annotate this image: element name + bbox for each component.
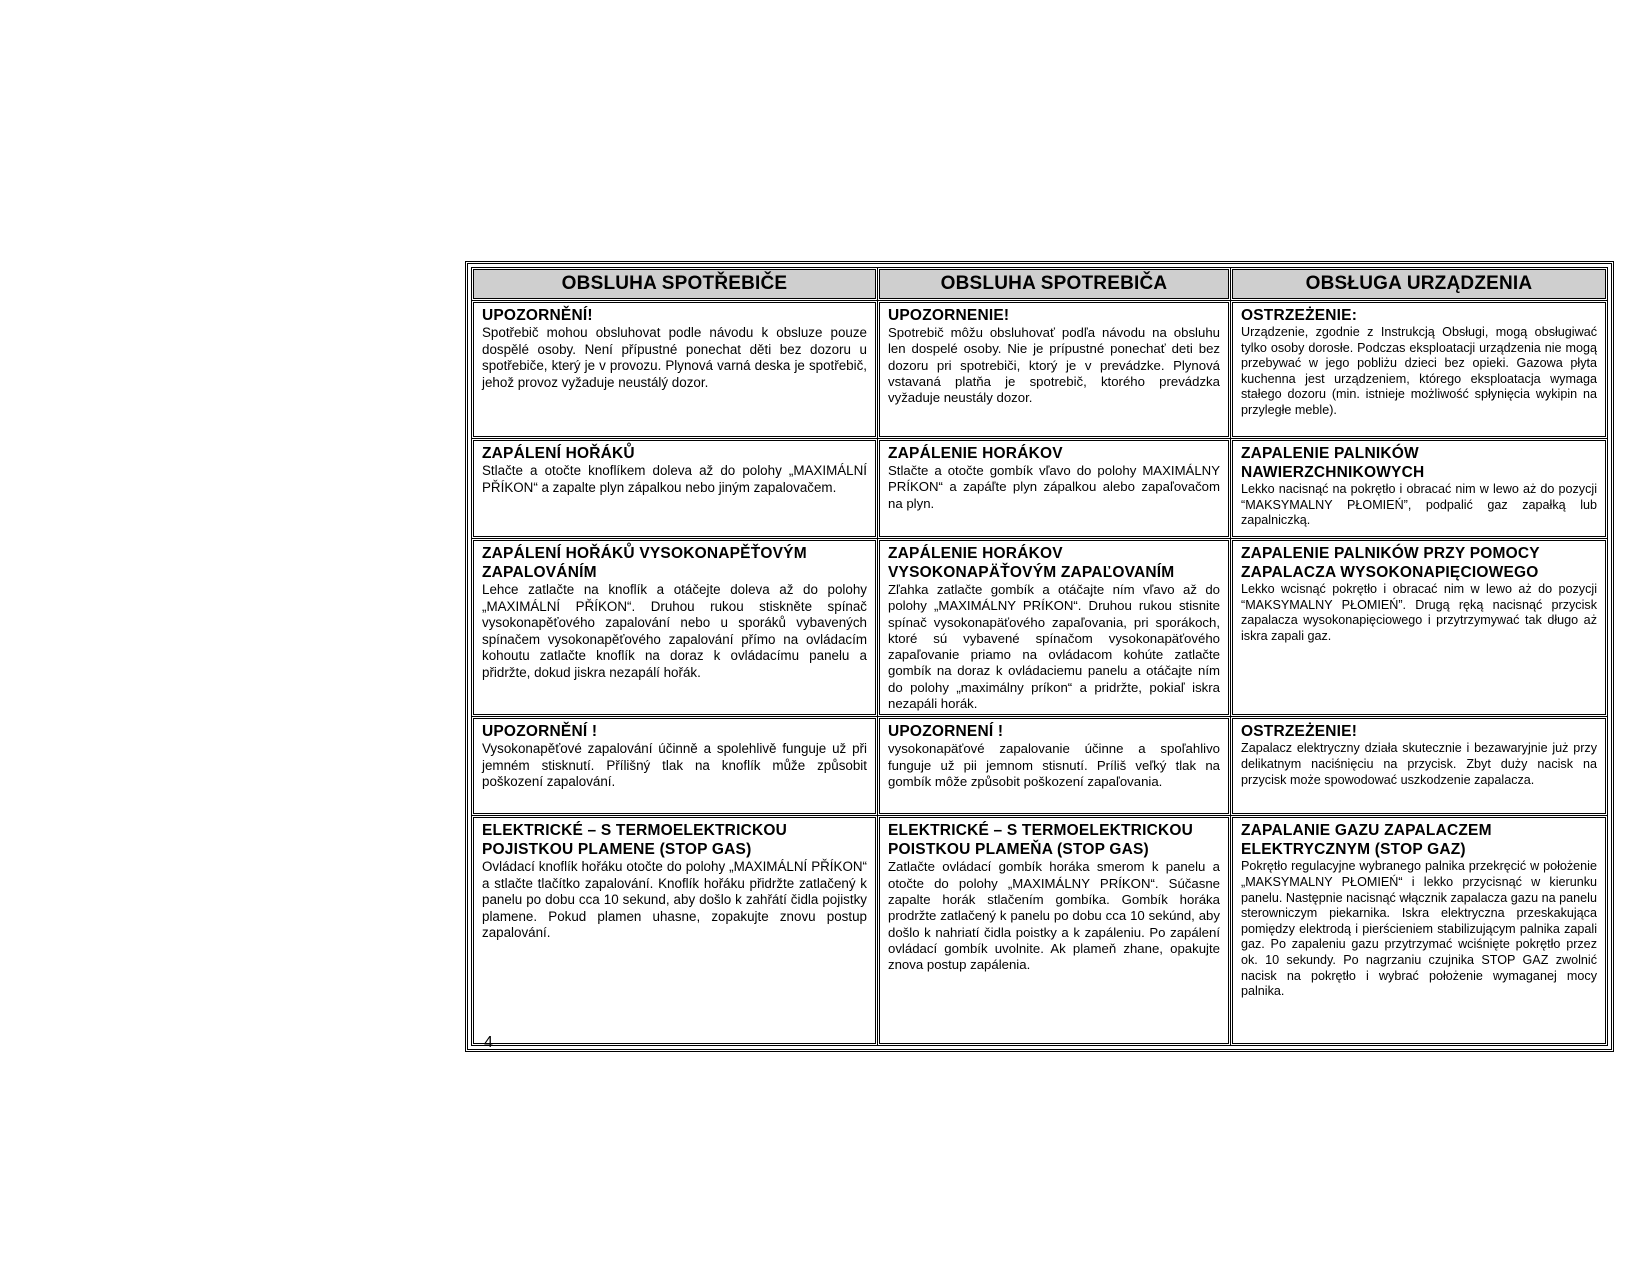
cell-pl-ignition-warning [1232, 718, 1606, 814]
section-title: UPOZORNĚNÍ ! [482, 723, 598, 741]
column-header-cz: OBSLUHA SPOTŘEBIČE [473, 269, 876, 299]
table-row [473, 817, 1606, 1044]
cell-cz-burner-ignition [473, 440, 876, 537]
cell-cz-high-voltage-ignition [473, 540, 876, 715]
section-title: ZAPÁLENÍ HOŘÁKŮ VYSOKONAPĚŤOVÝM ZAPALOVÁNÍM [482, 545, 807, 581]
cell-sk-high-voltage-ignition [879, 540, 1229, 715]
cell-sk-stop-gas [879, 817, 1229, 1044]
cell-cz-ignition-warning [473, 718, 876, 814]
cell-pl-stop-gas [1232, 817, 1606, 1044]
section-body: Spotřebič mohou obsluhovat podle návodu k obsluze pouze dospělé osoby. Není přípustné ponechat děti bez dozoru u spotřebiče, který je v provozu. Plynová varná deska je spotřebič, jehož provoz vyžaduje neustálý dozor. [482, 325, 867, 390]
section-title: ZAPALENIE PALNIKÓW PRZY POMOCY ZAPALACZA WYSOKONAPIĘCIOWEGO [1241, 545, 1540, 581]
section-body: Urządzenie, zgodnie z Instrukcją Obsługi, mogą obsługiwać tylko osoby dorosłe. Podczas eksploatacji urządzenia nie mogą przebywać w jego pobliżu dzieci bez opieki. Gazowa płyta kuchenna jest urządzeniem, którego eksploatacja wymaga stałego dozoru (min. istnieje możliwość spłynięcia wykipin na przyległe meble). [1241, 325, 1597, 417]
table-row [473, 440, 1606, 537]
section-body: Lehce zatlačte na knoflík a otáčejte doleva až do polohy „MAXIMÁLNÍ PŘÍKON“. Druhou rukou stiskněte spínač vysokonapěťového zapalování nebo u sporáků vybavených spínačem vysokonapěťového zapalování přímo na ovládacím kohoutu zatlačte knoflík na doraz k ovládacímu panelu a přidržte, dokud jiskra nezapálí hořák. [482, 582, 867, 680]
section-title: OSTRZEŻENIE! [1241, 723, 1358, 741]
section-title: ELEKTRICKÉ – S TERMOELEKTRICKOU POISTKOU PLAMEŇA (STOP GAS) [888, 822, 1194, 859]
section-body: Spotrebič môžu obsluhovať podľa návodu na obsluhu len dospelé osoby. Nie je prípustné ponechať deti bez dozoru pri spotrebiči, ktorý je v prevádzke. Plynová vstavaná platňa je spotrebič, ktorého prevádzka vyžaduje neustály dozor. [888, 325, 1220, 406]
cell-cz-stop-gas [473, 817, 876, 1044]
page-number: 4 [484, 1034, 493, 1051]
cell-sk-warning [879, 302, 1229, 437]
section-title: UPOZORNENÍ ! [888, 723, 1004, 741]
section-body: Zľahka zatlačte gombík a otáčajte ním vľavo až do polohy „MAXIMÁLNY PRÍKON“. Druhou rukou stisnite spínač vysokonapäťového zapaľovania, pri sporákoch, ktoré sú vybavené spínačom vysokonapäťového zapaľovanie priamo na ovládacom kohúte zatlačte gombík na doraz k ovládaciemu panelu a otáčajte ním do polohy „maximálny príkon“ a pridržte, pokiaľ iskra nezapáli horák. [888, 582, 1220, 712]
section-title: ZAPÁLENIE HORÁKOV VYSOKONAPÄŤOVÝM ZAPAĽOVANÍM [888, 545, 1175, 581]
section-title: ZAPÁLENIE HORÁKOV [888, 445, 1063, 462]
column-header-pl: OBSŁUGA URZĄDZENIA [1232, 269, 1606, 299]
section-title: ZAPALENIE PALNIKÓW NAWIERZCHNIKOWYCH [1241, 445, 1425, 481]
section-title: OSTRZEŻENIE: [1241, 307, 1358, 324]
section-body: Lekko wcisnąć pokrętło i obracać nim w lewo aż do pozycji “MAKSYMALNY PŁOMIEŃ”. Drugą ręką nacisnąć przycisk zapalacza wysokonapięciowego i przytrzymywać tak długo aż iskra zapali gaz. [1241, 582, 1597, 643]
section-title: UPOZORNENIE! [888, 307, 1010, 324]
instructions-table [470, 266, 1609, 1047]
cell-pl-high-voltage-ignition [1232, 540, 1606, 715]
table-row [473, 718, 1606, 814]
section-title: ZAPALANIE GAZU ZAPALACZEM ELEKTRYCZNYM (STOP GAZ) [1241, 822, 1492, 859]
column-header-sk: OBSLUHA SPOTREBIČA [879, 269, 1229, 299]
section-body: Zatlačte ovládací gombík horáka smerom k panelu a otočte do polohy „MAXIMÁLNY PRÍKON“. Súčasne zapalte horák stlačením gombíka. Gombík horáka prodržte zatlačený k panelu po dobu cca 10 sekúnd, aby došlo k nahriatí čidla poistky a k zapáleniu. Po zapálení ovládací gombík uvolnite. Ak plameň zhane, opakujte znova postup zapálenia. [888, 859, 1220, 973]
section-body: Stlačte a otočte gombík vľavo do polohy MAXIMÁLNY PRÍKON“ a zapáľte plyn zápalkou alebo zapaľovačom na plyn. [888, 463, 1220, 511]
section-title: ZAPÁLENÍ HOŘÁKŮ [482, 445, 635, 462]
cell-pl-burner-ignition [1232, 440, 1606, 537]
section-body: Ovládací knoflík hořáku otočte do polohy „MAXIMÁLNÍ PŘÍKON“ a stlačte tlačítko zapalování. Knoflík hořáku přidržte zatlačený k panelu po dobu cca 10 sekund, aby došlo k zahřátí čidla pojistky plamene. Pokud plamen uhasne, zopakujte znovu postup zapalování. [482, 859, 867, 941]
section-body: Zapalacz elektryczny działa skutecznie i bezawaryjnie już przy delikatnym naciśnięciu na przycisk. Zbyt duży nacisk na przycisk może spowodować uszkodzenie zapalacza. [1241, 741, 1597, 787]
cell-cz-warning [473, 302, 876, 437]
section-title: UPOZORNĚNÍ! [482, 307, 593, 324]
instructions-table-frame [465, 261, 1614, 1052]
cell-sk-burner-ignition [879, 440, 1229, 537]
table-row [473, 540, 1606, 715]
section-body: Vysokonapěťové zapalování účinně a spolehlivě funguje už při jemném stisknutí. Přílišný tlak na knoflík může způsobit poškození zapalování. [482, 741, 867, 790]
section-title: ELEKTRICKÉ – S TERMOELEKTRICKOU POJISTKOU PLAMENE (STOP GAS) [482, 822, 788, 859]
cell-sk-ignition-warning [879, 718, 1229, 814]
section-body: Stlačte a otočte knoflíkem doleva až do polohy „MAXIMÁLNÍ PŘÍKON“ a zapalte plyn zápalkou nebo jiným zapalovačem. [482, 463, 867, 495]
section-body: Lekko nacisnąć na pokrętło i obracać nim w lewo aż do pozycji “MAKSYMALNY PŁOMIEŃ”, podpalić gaz zapałką lub zapalniczką. [1241, 482, 1597, 528]
cell-pl-warning [1232, 302, 1606, 437]
header-row [473, 269, 1606, 299]
table-row [473, 302, 1606, 437]
section-body: Pokrętło regulacyjne wybranego palnika przekręcić w położenie „MAKSYMALNY PŁOMIEŃ“ i lekko przycisnąć w kierunku panelu. Następnie nacisnąć włącznik zapalacza gazu na panelu sterowniczym piekarnika. Iskra elektryczna przeskakująca pomiędzy elektrodą i pierścieniem stabilizującym palnika zapali gaz. Po zapaleniu gazu przytrzymać wciśnięte pokrętło przez ok. 10 sekundy. Po nagrzaniu czujnika STOP GAZ zwolnić nacisk na pokrętło i wybrać położenie wymaganej mocy palnika. [1241, 859, 1597, 999]
section-body: vysokonapäťové zapalovanie účinne a spoľahlivo funguje už pii jemnom stisnutí. Príliš veľký tlak na gombík môže způsobit poškození zapaľovania. [888, 741, 1220, 789]
